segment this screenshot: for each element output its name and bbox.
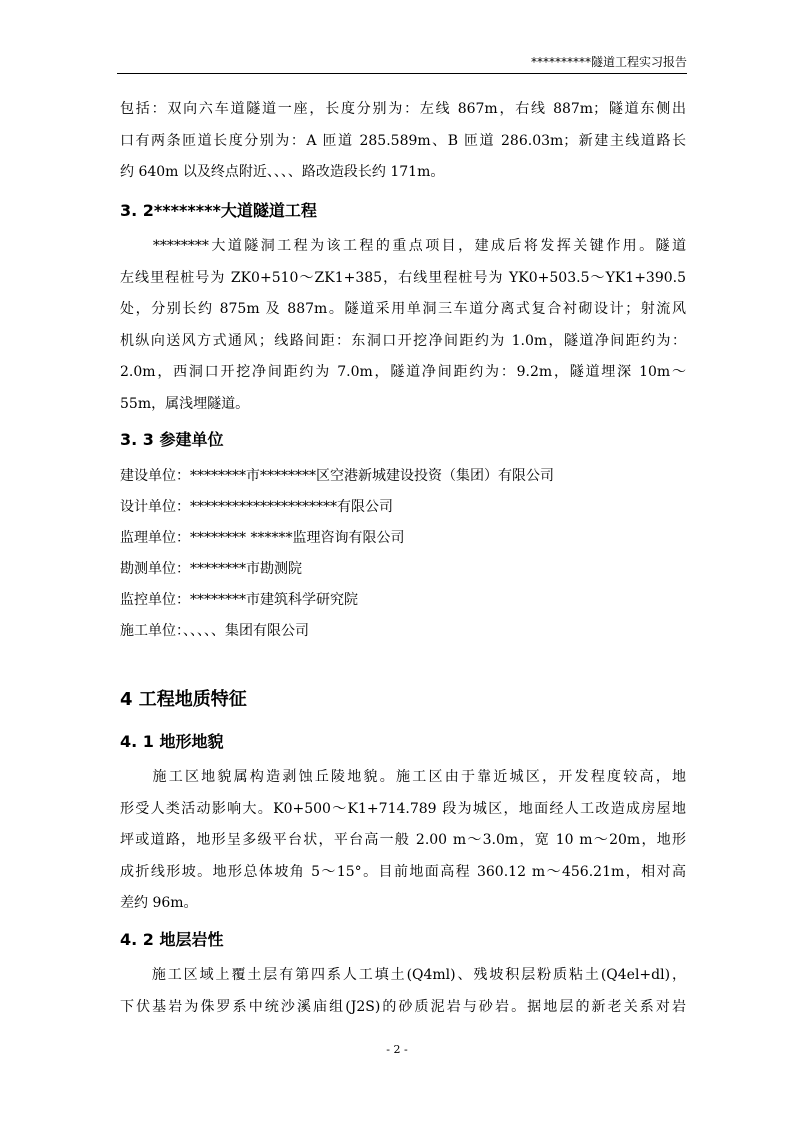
text-line: 坪或道路，地形呈多级平台状，平台高一般 2.00 m～3.0m，宽 10 m～20m，地形: [120, 832, 686, 848]
list-item: 设计单位：*********************有限公司: [120, 499, 393, 515]
list-item: 监理单位：******** ******监理咨询有限公司: [120, 530, 405, 546]
list-item: 施工单位：、、、、、集团有限公司: [120, 623, 309, 639]
text-line: 口有两条匝道长度分别为：A 匝道 285.589m、B 匝道 286.03m；新建主线道路长: [120, 132, 686, 149]
text-line: 55m，属浅埋隧道。: [120, 395, 250, 412]
text-line: 包括：双向六车道隧道一座，长度分别为：左线 867m，右线 887m；隧道东侧出: [120, 101, 686, 117]
text-line: 处，分别长约 875m 及 887m。隧道采用单洞三车道分离式复合衬砌设计；射流风: [120, 301, 686, 317]
page-number: - 2 -: [386, 1043, 408, 1056]
participating-units-list: [120, 461, 686, 647]
text-line: 下伏基岩为侏罗系中统沙溪庙组(J2S)的砂质泥岩与砂岩。据地层的新老关系对岩: [120, 998, 686, 1015]
text-line: 机纵向送风方式通风；线路间距：东洞口开挖净间距约为 1.0m，隧道净间距约为：: [120, 332, 686, 349]
text-line: ********大道隧洞工程为该工程的重点项目，建成后将发挥关键作用。隧道: [120, 238, 686, 254]
chapter-heading-4: 4 工程地质特征: [120, 689, 247, 710]
section-4-2-paragraph: [120, 960, 686, 1023]
text-line: 施工区地貌属构造剥蚀丘陵地貌。施工区由于靠近城区，开发程度较高，地: [120, 769, 686, 785]
list-item: 建设单位：********市********区空港新城建设投资（集团）有限公司: [120, 468, 554, 484]
text-line: 差约 96m。: [120, 895, 198, 911]
list-item: 监控单位：********市建筑科学研究院: [120, 592, 358, 608]
section-heading-4-2: 4. 2 地层岩性: [120, 930, 224, 949]
text-line: 施工区域上覆土层有第四系人工填土(Q4ml)、残坡积层粉质粘土(Q4el+dl)，: [120, 967, 686, 983]
section-heading-4-1: 4. 1 地形地貌: [120, 732, 224, 751]
text-line: 形受人类活动影响大。K0+500～K1+714.789 段为城区，地面经人工改造成房屋地: [120, 800, 686, 817]
list-item: 勘测单位：********市勘测院: [120, 561, 302, 577]
section-4-1-paragraph: [120, 762, 686, 920]
text-line: 左线里程桩号为 ZK0+510～ZK1+385，右线里程桩号为 YK0+503.5～YK1+390.5: [120, 269, 686, 286]
section-3-2-paragraph: [120, 231, 686, 420]
intro-paragraph: [120, 94, 686, 189]
section-heading-3-2: 3. 2********大道隧道工程: [120, 201, 317, 220]
text-line: 成折线形坡。地形总体坡角 5～15°。目前地面高程 360.12 m～456.21m，相对高: [120, 863, 686, 880]
running-header: **********隧道工程实习报告: [117, 51, 687, 74]
section-heading-3-3: 3. 3 参建单位: [120, 430, 224, 449]
text-line: 约 640m 以及终点附近、、、、路改造段长约 171m。: [120, 164, 445, 180]
text-line: 2.0m，西洞口开挖净间距约为 7.0m，隧道净间距约为：9.2m，隧道埋深 10m～: [120, 364, 686, 380]
